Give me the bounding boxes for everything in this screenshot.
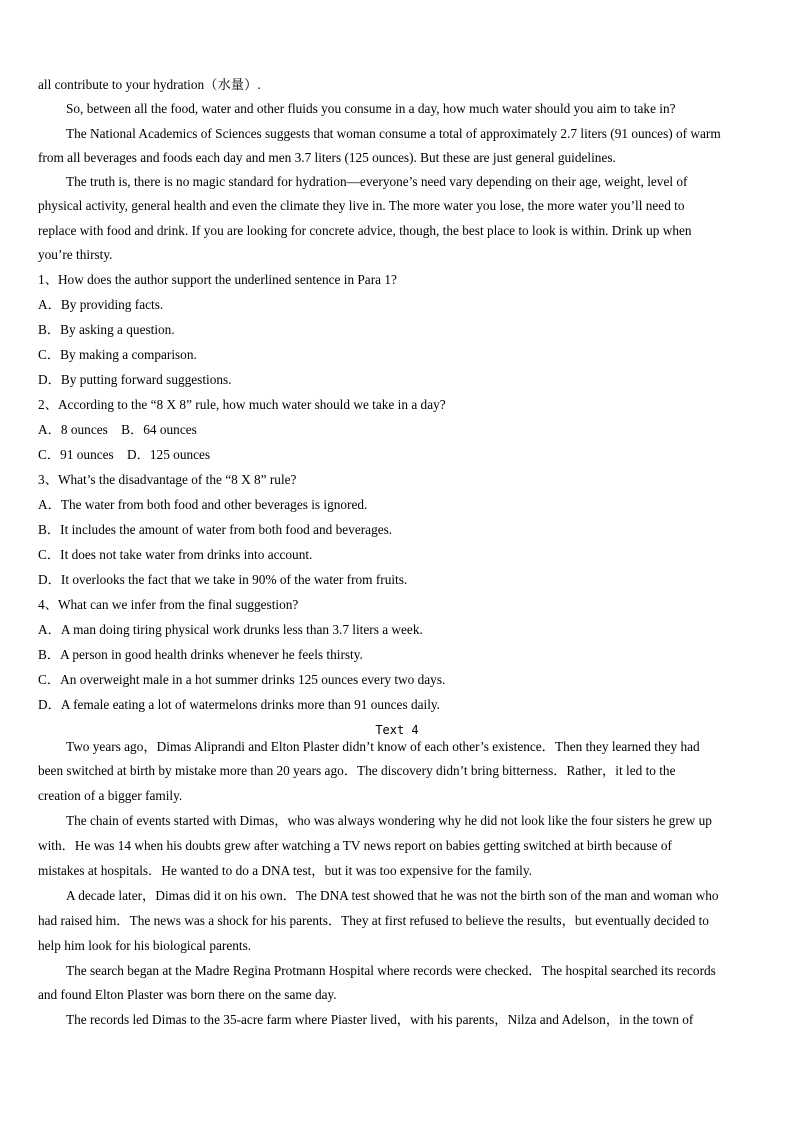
passage-line: The truth is, there is no magic standard for hydration—everyone’s need vary depending on their age, weight, level of xyxy=(66,174,688,190)
passage-continuation xyxy=(38,73,764,267)
passage-line: physical activity, general health and even the climate they live in. The more water you lose, the more water you’ll need to xyxy=(38,198,685,214)
passage-line: mistakes at hospitals．He wanted to do a DNA test，but it was too expensive for the family. xyxy=(38,862,532,878)
question-stem: 1、How does the author support the underlined sentence in Para 1? xyxy=(38,271,397,287)
question-option: B．By asking a question. xyxy=(38,321,175,337)
question-list xyxy=(38,267,764,717)
section-title: Text 4 xyxy=(375,723,419,737)
question-option: D．It overlooks the fact that we take in 90% of the water from fruits. xyxy=(38,571,408,587)
question-option: C．It does not take water from drinks into account. xyxy=(38,546,313,562)
passage-line: Two years ago，Dimas Aliprandi and Elton Plaster didn’t know of each other’s existence．Then they learned they had xyxy=(66,738,700,754)
question-option: A．8 ounces B．64 ounces xyxy=(38,421,197,437)
question-stem: 2、According to the “8 X 8” rule, how much water should we take in a day? xyxy=(38,396,446,412)
question-option: D．A female eating a lot of watermelons drinks more than 91 ounces daily. xyxy=(38,696,440,712)
question-stem: 3、What’s the disadvantage of the “8 X 8” rule? xyxy=(38,471,297,487)
passage-line: A decade later，Dimas did it on his own．The DNA test showed that he was not the birth son of the man and woman who xyxy=(66,887,719,903)
passage-line: help him look for his biological parents. xyxy=(38,937,252,953)
passage-line: The search began at the Madre Regina Protmann Hospital where records were checked．The hospital searched its records xyxy=(66,962,716,978)
passage-line: with．He was 14 when his doubts grew after watching a TV news report on babies getting switched at birth because of xyxy=(38,838,672,854)
passage-line: been switched at birth by mistake more than 20 years ago．The discovery didn’t bring bitterness．Rather，it led to the xyxy=(38,763,676,779)
question-option: A．A man doing tiring physical work drunks less than 3.7 liters a week. xyxy=(38,621,423,637)
passage-line: replace with food and drink. If you are looking for concrete advice, though, the best place to look is within. Drink up when xyxy=(38,222,692,238)
passage-line: and found Elton Plaster was born there on the same day. xyxy=(38,987,337,1003)
passage-line: The chain of events started with Dimas，who was always wondering why he did not look like the four sisters he grew up xyxy=(66,813,712,829)
passage-line: from all beverages and foods each day and men 3.7 liters (125 ounces). But these are just general guidelines. xyxy=(38,149,616,165)
question-option: A．By providing facts. xyxy=(38,296,164,312)
question-option: D．By putting forward suggestions. xyxy=(38,371,232,387)
text4-passage xyxy=(38,735,764,1034)
passage-line: all contribute to your hydration（水量）. xyxy=(38,77,261,92)
passage-line: The National Academics of Sciences suggests that woman consume a total of approximately 2.7 liters (91 ounces) of warm xyxy=(66,125,721,141)
question-option: C．91 ounces D．125 ounces xyxy=(38,446,211,462)
passage-line: had raised him．The news was a shock for his parents．They at first refused to believe the results，but eventually decided to xyxy=(38,912,709,928)
question-option: C．By making a comparison. xyxy=(38,346,197,362)
passage-line: you’re thirsty. xyxy=(38,247,113,263)
passage-line: creation of a bigger family. xyxy=(38,788,183,804)
question-option: C．An overweight male in a hot summer drinks 125 ounces every two days. xyxy=(38,671,446,687)
question-option: B．It includes the amount of water from both food and beverages. xyxy=(38,521,393,537)
passage-line: So, between all the food, water and other fluids you consume in a day, how much water should you aim to take in? xyxy=(66,101,676,117)
passage-line: The records led Dimas to the 35-acre farm where Piaster lived，with his parents，Nilza and Adelson，in the town of xyxy=(66,1012,694,1028)
question-option: B．A person in good health drinks whenever he feels thirsty. xyxy=(38,646,363,662)
question-stem: 4、What can we infer from the final suggestion? xyxy=(38,596,299,612)
question-option: A．The water from both food and other beverages is ignored. xyxy=(38,496,368,512)
